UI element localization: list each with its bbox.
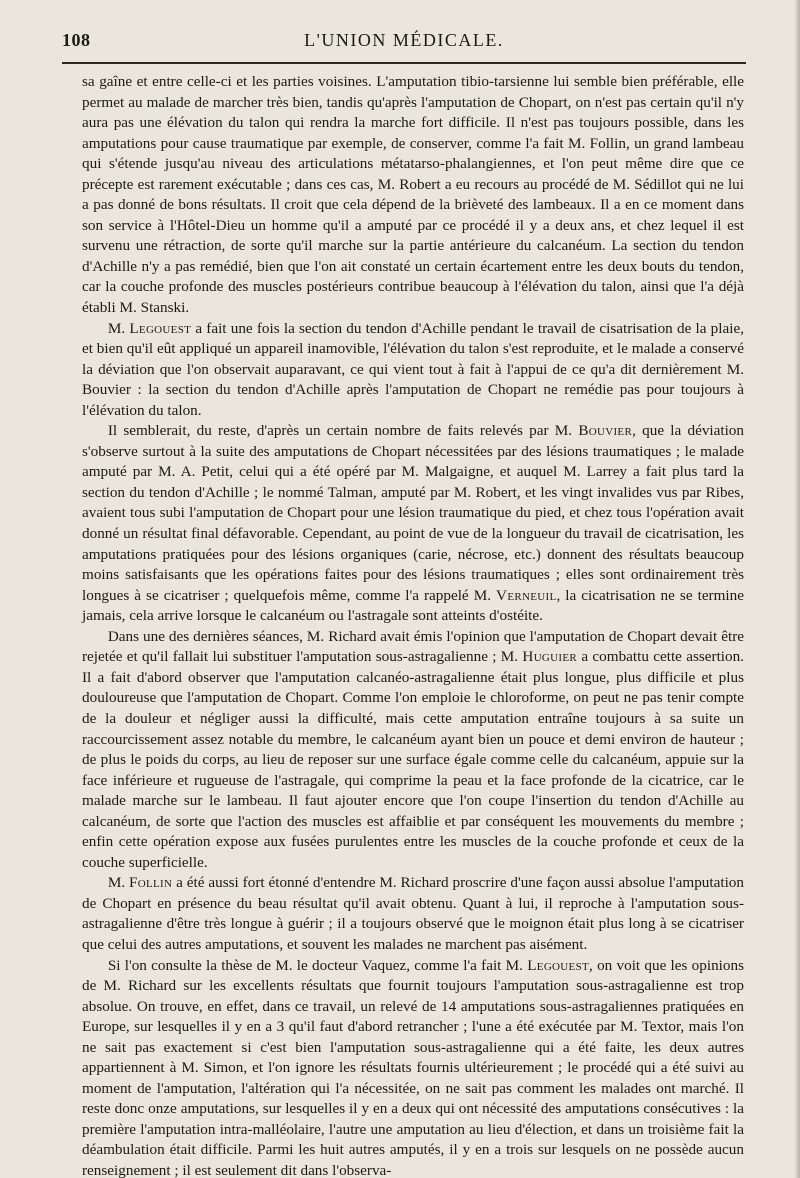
text-segment: M. [107,874,130,892]
text-segment: Il semblerait, du reste, d'après un certain nombre de faits relevés par M. [107,422,579,440]
page-header [62,30,746,60]
text-segment: , on voit que les opinions de M. Richard sur les excellents résultats que fournit toujours l'amputation sous-astragalienne est trop absolue. On trouve, en effet, dans ce travail, un relevé de 14 amputations sous-astragaliennes pratiquées en Europe, sur lesquelles il y en a 3 qu'il faut d'abord retrancher ; l'une a été exécutée par M. Textor, mais l'on ne sait pas exactement si c'est bien l'amputation sous-astragalienne qui a été faite, les deux autres appartiennent à M. Simon, et l'on ignore les résultats fournis ultérieurement ; le procédé qui a été suivi au moment de l'amputation, l'altération qui l'a nécessitée, on ne sait pas comment les malades ont marché. Il reste donc onze amputations, sur lesquelles il y en a deux qui ont nécessité des amputations consécutives : la première l'amputation intra-malléolaire, l'autre une amputation au lieu d'élection, et dans un troisième fait la déambulation était difficile. Parmi les huit autres amputés, il y en a trois sur lesquels on ne possède aucun renseignement ; il est seulement dit dans l'observa- [82,956,744,1178]
author-name: Verneuil [496,586,557,604]
author-name: Legouest [527,956,590,974]
author-name: Follin [129,874,173,892]
text-segment: M. [107,319,130,337]
author-name: Huguier [522,648,578,666]
text-segment: a été aussi fort étonné d'entendre M. Richard proscrire d'une façon aussi absolue l'amputation de Chopart en présence du beau résultat qu'il avait obtenu. Quant à lui, il reproche à l'amputation sous-astragalienne d'être très longue à guérir ; il a toujours observé que le moignon était plus long à se cicatriser que celui des autres amputations, et souvent les malades ne marchent pas aisément. [82,874,744,953]
text-segment: Dans une des dernières séances, M. Richard avait émis l'opinion que l'amputation de Chopart devait être rejetée et qu'il fallait lui substituer l'amputation sous-astragalienne ; M. [82,627,744,666]
text-segment: a combattu cette assertion. Il a fait d'abord observer que l'amputation calcanéo-astragalienne était plus longue, plus difficile et plus douloureuse que l'amputation de Chopart. Comme l'on emploie le chloroforme, on peut ne pas tenir compte de la douleur et négliger aussi la difficulté, mais cette amputation entraîne toujours à sa suite un raccourcissement assez notable du membre, le calcanéum ayant bien un pouce et demi environ de hauteur ; de plus le poids du corps, au lieu de reposer sur une surface égale comme celle du calcanéum, appuie sur la face inférieure et rugueuse de l'astragale, qui comprime la peau et la face profonde de la cicatrice, car le malade marche sur le lambeau. Il faut ajouter encore que l'on coupe l'insertion du tendon d'Achille au calcanéum, de sorte que l'action des muscles est affaiblie et par conséquent les mouvements du membre ; enfin cette opération expose aux fusées purulentes entre les muscles de la couche profonde et ceux de la couche superficielle. [82,648,745,871]
text-segment: , que la déviation s'observe surtout à la suite des amputations de Chopart nécessitées par des lésions traumatiques ; le malade amputé par M. A. Petit, celui qui a été opéré par M. Malgaigne, et auquel M. Larrey a fait plus tard la section du tendon d'Achille ; le nommé Talman, amputé par M. Robert, et les vingt invalides vus par Ribes, avaient tous subi l'amputation de Chopart pour une lésion traumatique du pied, et chez tous l'opération avait donné un résultat final défavorable. Cependant, au point de vue de la longueur du travail de cicatrisation, les amputations pratiquées pour des lésions organiques (carie, nécrose, etc.) donnent des résultats beaucoup moins satisfaisants que les opérations faites pour des lésions traumatiques ; elles sont ordinairement très longues à se cicatriser ; quelquefois même, comme l'a rappelé M. [82,422,744,604]
paragraph [82,873,744,955]
paragraph [82,72,744,319]
text-segment: a fait une fois la section du tendon d'Achille pendant le travail de cisatrisation de la plaie, et bien qu'il eût appliqué un appareil inamovible, l'élévation du talon s'est reproduite, et le malade a conservé la déviation que l'on observait auparavant, ce qui vient tout à fait à l'appui de ce qu'a dit dernièrement M. Bouvier : la section du tendon d'Achille après l'amputation de Chopart ne remédie pas pour toujours à l'élévation du talon. [82,319,744,419]
author-name: Legouest [129,319,192,337]
body-text [82,72,744,1178]
author-name: Bouvier [578,422,633,440]
paragraph [82,319,744,422]
header-rule [62,62,746,64]
paragraph [82,421,744,626]
paragraph [82,956,744,1178]
text-segment: sa gaîne et entre celle-ci et les parties voisines. L'amputation tibio-tarsienne lui semble bien préférable, elle permet au malade de marcher très bien, tandis qu'après l'amputation de Chopart, on n'est pas certain qu'il n'y aura pas une élévation du talon qui rendra la marche fort difficile. Il n'est pas toujours possible, dans les amputations pour cause traumatique par exemple, de conserver, comme l'a fait M. Follin, un grand lambeau qui s'étende jusqu'au niveau des articulations métatarso-phalangiennes, et l'on peut même dire que ce précepte est rarement exécutable ; dans ces cas, M. Robert a eu recours au procédé de M. Sédillot qui ne lui a pas donné de bons résultats. Il croit que cela dépend de la brièveté des lambeaux. Il a en ce moment dans son service à l'Hôtel-Dieu un homme qu'il a amputé par ce procédé il y a deux ans, et chez lequel il est survenu une rétraction, de sorte qu'il marche sur la partie antérieure du calcanéum. La section du tendon d'Achille n'y a pas remédié, bien que l'on ait constaté un certain écartement entre les deux bouts du tendon, car la couche profonde des muscles postérieurs contribue beaucoup à l'élévation du talon, ainsi que l'a déjà établi M. Stanski. [82,73,744,317]
text-segment: Si l'on consulte la thèse de M. le docteur Vaquez, comme l'a fait M. [107,956,528,974]
page-number: 108 [62,30,91,50]
running-title: L'UNION MÉDICALE. [304,30,504,50]
text-segment: , la cicatrisation ne se termine jamais, cela arrive lorsque le calcanéum ou l'astragale sont atteints d'ostéite. [82,586,744,625]
paragraph [82,627,744,874]
